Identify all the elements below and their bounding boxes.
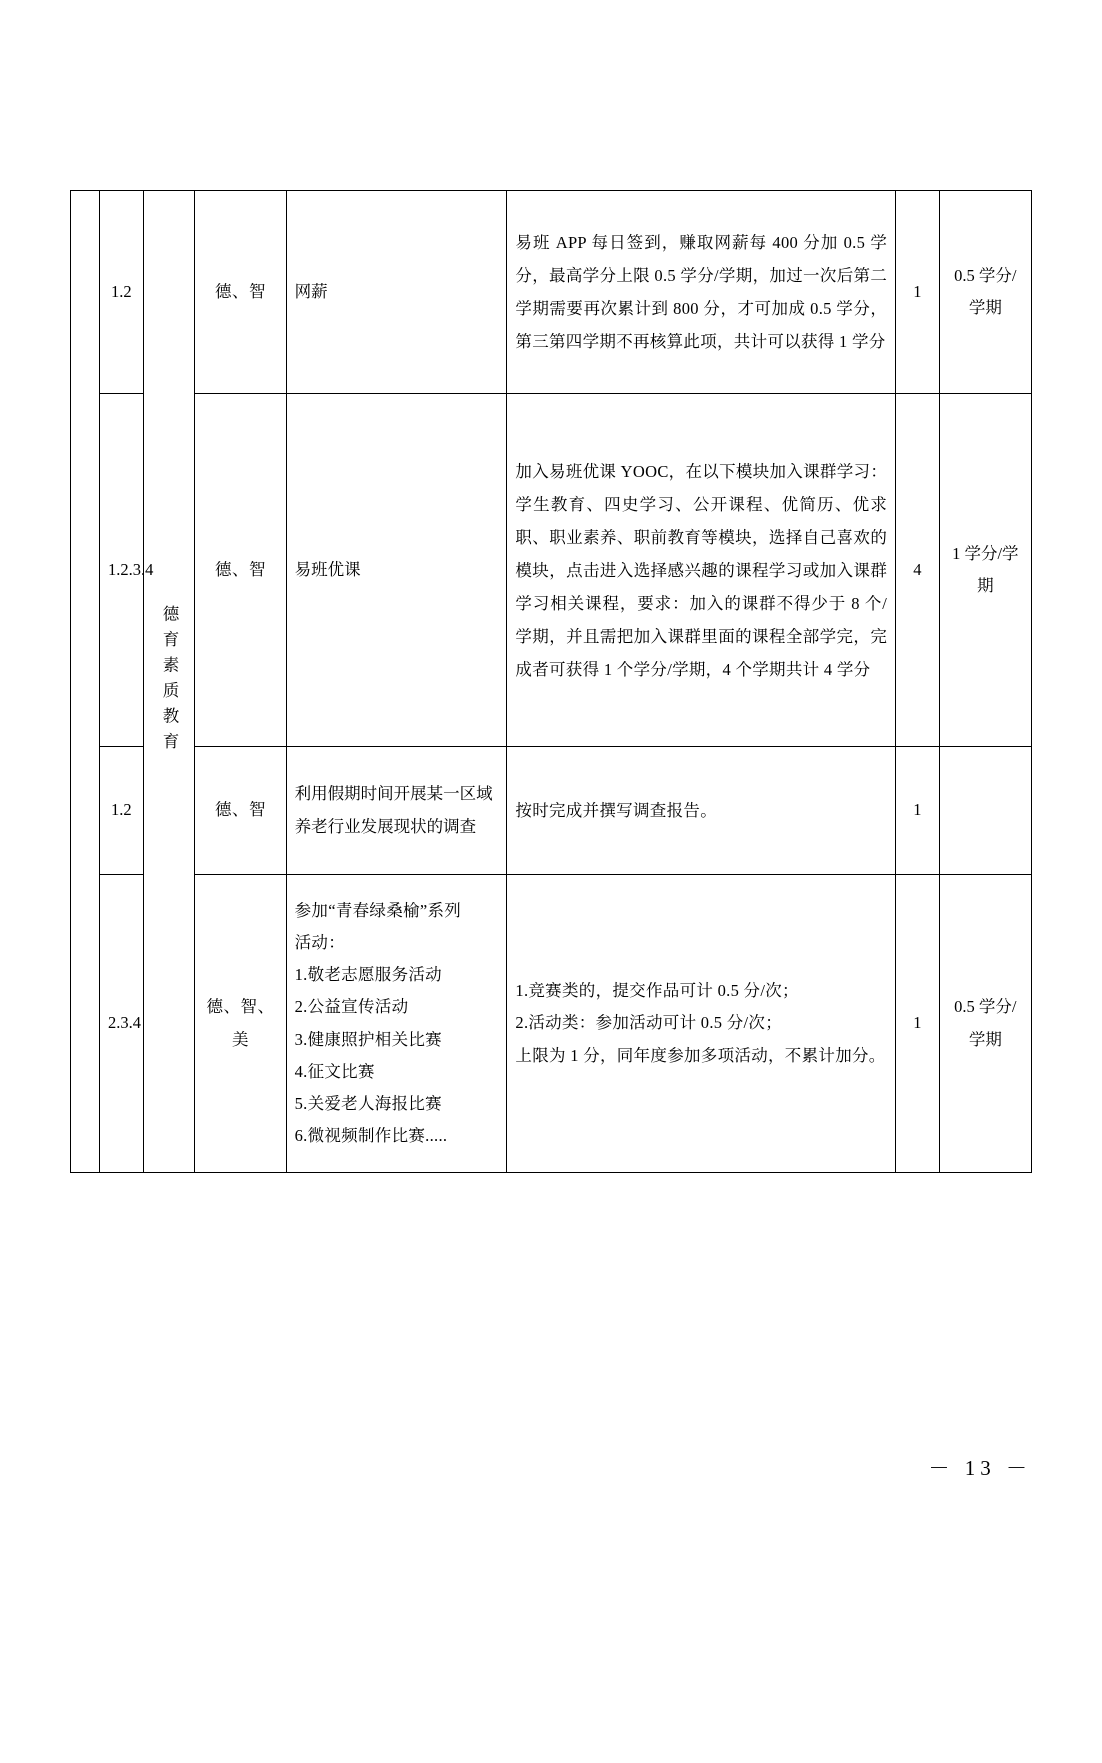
row-number-cell: 1.2.3.4 [100, 394, 144, 747]
table-row [71, 747, 1032, 875]
item-line: 参加“青春绿桑榆”系列 [294, 900, 462, 920]
credit-cell: 1 [896, 191, 940, 394]
item-line: 5.关爱老人海报比赛 [294, 1093, 442, 1113]
description-cell [507, 394, 896, 747]
description-text: 按时完成并撰写调查报告。 [515, 801, 717, 820]
dimension-cell: 德、智 [195, 394, 286, 747]
credit-table-container [70, 190, 1032, 1173]
table-row [71, 394, 1032, 747]
table-row [71, 191, 1032, 394]
description-cell [507, 191, 896, 394]
item-line: 1.敬老志愿服务活动 [294, 965, 442, 985]
credit-table [70, 190, 1032, 1173]
row-number-cell: 1.2 [100, 747, 144, 875]
group-label-text: 德育素质教育 [160, 605, 180, 758]
group-label-wrap [152, 197, 187, 1166]
credit-cell: 1 [896, 747, 940, 875]
description-text: 加入易班优课 YOOC，在以下模块加入课群学习：学生教育、四史学习、公开课程、优简历、优求职、职业素养、职前教育等模块，选择自己喜欢的模块，点击进入选择感兴趣的课程学习或加入课群学习相关课程，要求：加入的课群不得少于 8 个/学期，并且需把加入课群里面的课程全部学完，完成者可获得 1 个学分/学期，4 个学期共计 4 学分 [515, 461, 888, 679]
description-text: 易班 APP 每日签到，赚取网薪每 400 分加 0.5 学分，最高学分上限 0.5 学分/学期，加过一次后第二学期需要再次累计到 800 分，才可加成 0.5 学分，第三第四学期不再核算此项，共计可以获得 1 学分 [515, 233, 888, 351]
item-line: 活动： [294, 932, 345, 952]
unit-cell: 0.5 学分/学期 [939, 875, 1031, 1173]
row-number-cell: 1.2 [100, 191, 144, 394]
group-label-cell [143, 191, 195, 1173]
unit-cell: 1 学分/学期 [939, 394, 1031, 747]
dimension-cell: 德、智 [195, 747, 286, 875]
item-line: 2.公益宣传活动 [294, 997, 409, 1017]
item-line: 6.微视频制作比赛..... [294, 1126, 448, 1146]
description-cell [507, 875, 896, 1173]
description-cell [507, 747, 896, 875]
description-line-list [515, 975, 887, 1072]
credit-cell: 4 [896, 394, 940, 747]
item-cell [286, 875, 507, 1173]
description-line: 上限为 1 分，同年度参加多项活动，不累计加分。 [515, 1045, 886, 1065]
item-line: 4.征文比赛 [294, 1061, 375, 1081]
unit-cell: 0.5 学分/学期 [939, 191, 1031, 394]
item-cell: 网薪 [286, 191, 507, 394]
description-line: 2.活动类：参加活动可计 0.5 分/次； [515, 1013, 783, 1033]
table-row [71, 875, 1032, 1173]
row-number-cell: 2.3.4 [100, 875, 144, 1173]
description-line: 1.竞赛类的，提交作品可计 0.5 分/次； [515, 981, 799, 1001]
item-line-list [295, 895, 499, 1152]
item-cell: 利用假期时间开展某一区域养老行业发展现状的调查 [286, 747, 507, 875]
edge-column-cell [71, 191, 100, 1173]
credit-cell: 1 [896, 875, 940, 1173]
dimension-cell: 德、智 [195, 191, 286, 394]
item-line: 3.健康照护相关比赛 [294, 1029, 442, 1049]
page-number: － 13 － [928, 1456, 1032, 1480]
unit-cell [939, 747, 1031, 875]
item-cell: 易班优课 [286, 394, 507, 747]
dimension-cell: 德、智、美 [195, 875, 286, 1173]
